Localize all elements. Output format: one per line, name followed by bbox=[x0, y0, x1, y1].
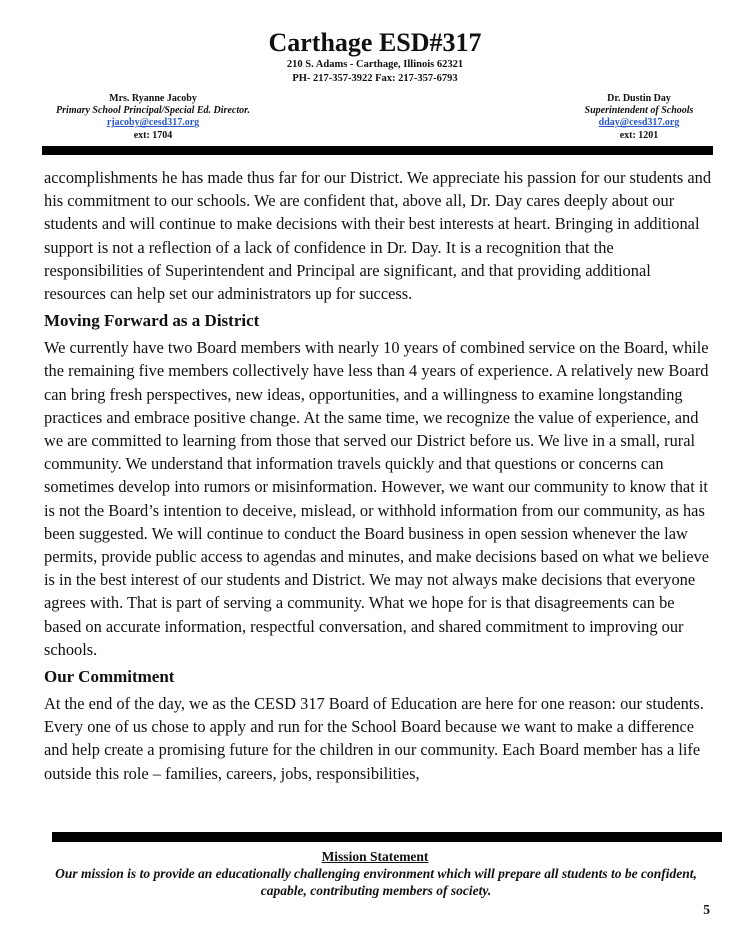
page-number: 5 bbox=[703, 902, 710, 917]
left-contact-email-link[interactable]: rjacoby@cesd317.org bbox=[106, 117, 200, 129]
organization-phone-fax: PH- 217-357-3922 Fax: 217-357-6793 bbox=[292, 73, 458, 84]
left-contact-name: Mrs. Ryanne Jacoby bbox=[109, 93, 197, 104]
organization-title: Carthage ESD#317 bbox=[268, 28, 482, 57]
header-divider bbox=[42, 146, 713, 155]
footer-divider bbox=[52, 832, 722, 842]
mission-statement-heading: Mission Statement bbox=[321, 849, 429, 864]
left-contact-title: Primary School Principal/Special Ed. Director. bbox=[56, 105, 250, 117]
left-contact-ext: ext: 1704 bbox=[133, 129, 173, 141]
right-contact-ext: ext: 1201 bbox=[619, 129, 659, 141]
body-paragraph-1: accomplishments he has made thus far for our District. We appreciate his passion for our students and his commitment to our schools. We are confident that, above all, Dr. Day cares deeply about our students and will continue to make decisions with their best interests at heart. Bringing in additional support is not a reflection of a lack of confidence in Dr. Day. It is a recognition that the responsibilities of Superintendent and Principal are significant, and that providing additional resources can help set our administrators up for success. bbox=[44, 168, 712, 304]
section-heading-our-commitment: Our Commitment bbox=[44, 667, 175, 687]
body-paragraph-2: We currently have two Board members with nearly 10 years of combined service on the Board, while the remaining five members collectively have less than 4 years of experience. A relatively new Board can bring fresh perspectives, new ideas, opportunities, and a willingness to examine longstanding practices and embrace positive change. At the same time, we recognize the value of experience, and we are committed to learning from those that served our District before us. We live in a small, rural community. We understand that information travels quickly and that questions or concerns can sometimes develop into rumors or misinformation. However, we want our community to know that it is not the Board’s intention to deceive, mislead, or withhold information from our community, as has been suggested. We will continue to conduct the Board business in open session whenever the law permits, provide public access to agendas and minutes, and make decisions based on what we believe is in the best interest of our students and District. We may not always make decisions that everyone agrees with. That is part of serving a community. What we hope for is that disagreements can be based on accurate information, respectful conversation, and shared commitment to improving our schools. bbox=[44, 338, 709, 659]
right-contact-name: Dr. Dustin Day bbox=[607, 93, 671, 104]
mission-statement-text: Our mission is to provide an educationally challenging environment which will prepare all students to be confident, capable, contributing members of society. bbox=[55, 866, 697, 898]
left-contact-block bbox=[40, 93, 266, 142]
right-contact-block bbox=[566, 93, 712, 142]
section-heading-moving-forward: Moving Forward as a District bbox=[44, 311, 260, 331]
right-contact-title: Superintendent of Schools bbox=[584, 105, 694, 117]
right-contact-email-link[interactable]: dday@cesd317.org bbox=[598, 117, 680, 129]
organization-address: 210 S. Adams - Carthage, Illinois 62321 bbox=[286, 59, 464, 70]
letter-body bbox=[44, 166, 712, 785]
body-paragraph-3: At the end of the day, we as the CESD 317 Board of Education are here for one reason: our students. Every one of us chose to apply and run for the School Board because we want to make a difference and help create a promising future for the children in our community. Each Board member has a life outside this role – families, careers, jobs, responsibilities, bbox=[44, 694, 704, 783]
